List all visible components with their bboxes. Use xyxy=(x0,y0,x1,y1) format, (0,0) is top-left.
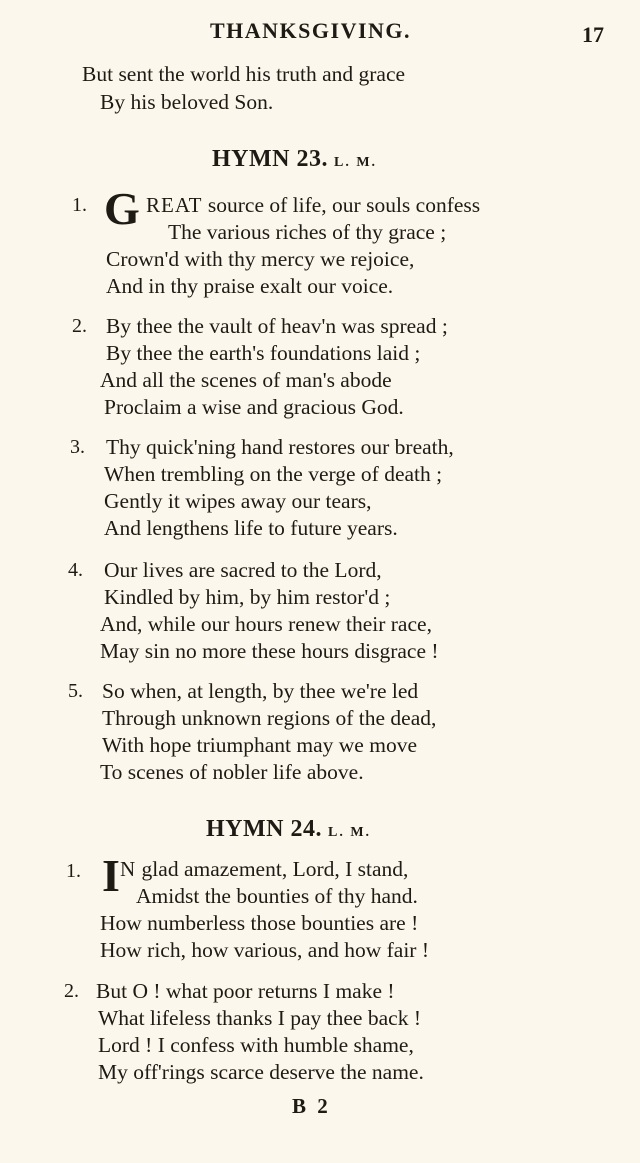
hymn-meter: L. M. xyxy=(333,155,378,170)
verse-line: To scenes of nobler life above. xyxy=(100,760,364,784)
verse-line: Crown'd with thy mercy we rejoice, xyxy=(106,247,415,271)
first-line-tail: source of life, our souls confess xyxy=(202,193,481,217)
verse-number: 3. xyxy=(70,436,85,458)
verse-line: Proclaim a wise and gracious God. xyxy=(104,395,404,419)
verse-line: And all the scenes of man's abode xyxy=(100,368,392,392)
verse-line xyxy=(120,856,408,883)
drop-cap: G xyxy=(104,183,140,234)
verse-line: Our lives are sacred to the Lord, xyxy=(104,558,382,582)
verse-line: My off'rings scarce deserve the name. xyxy=(98,1060,424,1084)
verse-line: How numberless those bounties are ! xyxy=(100,911,419,935)
hymn-title xyxy=(206,816,371,843)
first-line-tail: glad amazement, Lord, I stand, xyxy=(136,857,409,881)
verse-line: By his beloved Son. xyxy=(100,90,274,114)
verse-line: Lord ! I confess with humble shame, xyxy=(98,1033,414,1057)
verse-line: But O ! what poor returns I make ! xyxy=(96,979,395,1003)
verse-line: And lengthens life to future years. xyxy=(104,516,398,540)
verse-line: May sin no more these hours disgrace ! xyxy=(100,639,439,663)
verse-line: By thee the earth's foundations laid ; xyxy=(106,341,421,365)
verse-number: 5. xyxy=(68,680,83,702)
verse-line: Gently it wipes away our tears, xyxy=(104,489,372,513)
hymn-title xyxy=(212,146,377,173)
verse-line: And in thy praise exalt our voice. xyxy=(106,274,394,298)
verse-line: Kindled by him, by him restor'd ; xyxy=(104,585,391,609)
verse-number: 1. xyxy=(66,860,81,882)
hymn-number: HYMN 24. xyxy=(206,816,322,842)
verse-line: Amidst the bounties of thy hand. xyxy=(136,884,418,908)
page-number: 17 xyxy=(582,22,604,47)
verse-line xyxy=(146,192,480,219)
running-header: THANKSGIVING. xyxy=(210,18,412,43)
verse-line: By thee the vault of heav'n was spread ; xyxy=(106,314,448,338)
verse-line: With hope triumphant may we move xyxy=(102,733,417,757)
verse-line: When trembling on the verge of death ; xyxy=(104,462,443,486)
verse-line: And, while our hours renew their race, xyxy=(100,612,432,636)
verse-number: 1. xyxy=(72,194,87,216)
drop-cap: I xyxy=(102,850,120,901)
first-word: REAT xyxy=(146,193,203,217)
verse-line: How rich, how various, and how fair ! xyxy=(100,938,429,962)
verse-number: 4. xyxy=(68,559,83,581)
verse-line: What lifeless thanks I pay thee back ! xyxy=(98,1006,421,1030)
verse-line: Thy quick'ning hand restores our breath, xyxy=(106,435,454,459)
hymn-meter: L. M. xyxy=(327,825,372,840)
hymn-number: HYMN 23. xyxy=(212,146,328,172)
first-word: N xyxy=(120,857,137,881)
signature-mark: B 2 xyxy=(292,1094,331,1118)
verse-number: 2. xyxy=(72,315,87,337)
verse-number: 2. xyxy=(64,980,79,1002)
verse-line: But sent the world his truth and grace xyxy=(82,62,406,86)
verse-line: So when, at length, by thee we're led xyxy=(102,679,419,703)
verse-line: The various riches of thy grace ; xyxy=(168,220,447,244)
verse-line: Through unknown regions of the dead, xyxy=(102,706,437,730)
